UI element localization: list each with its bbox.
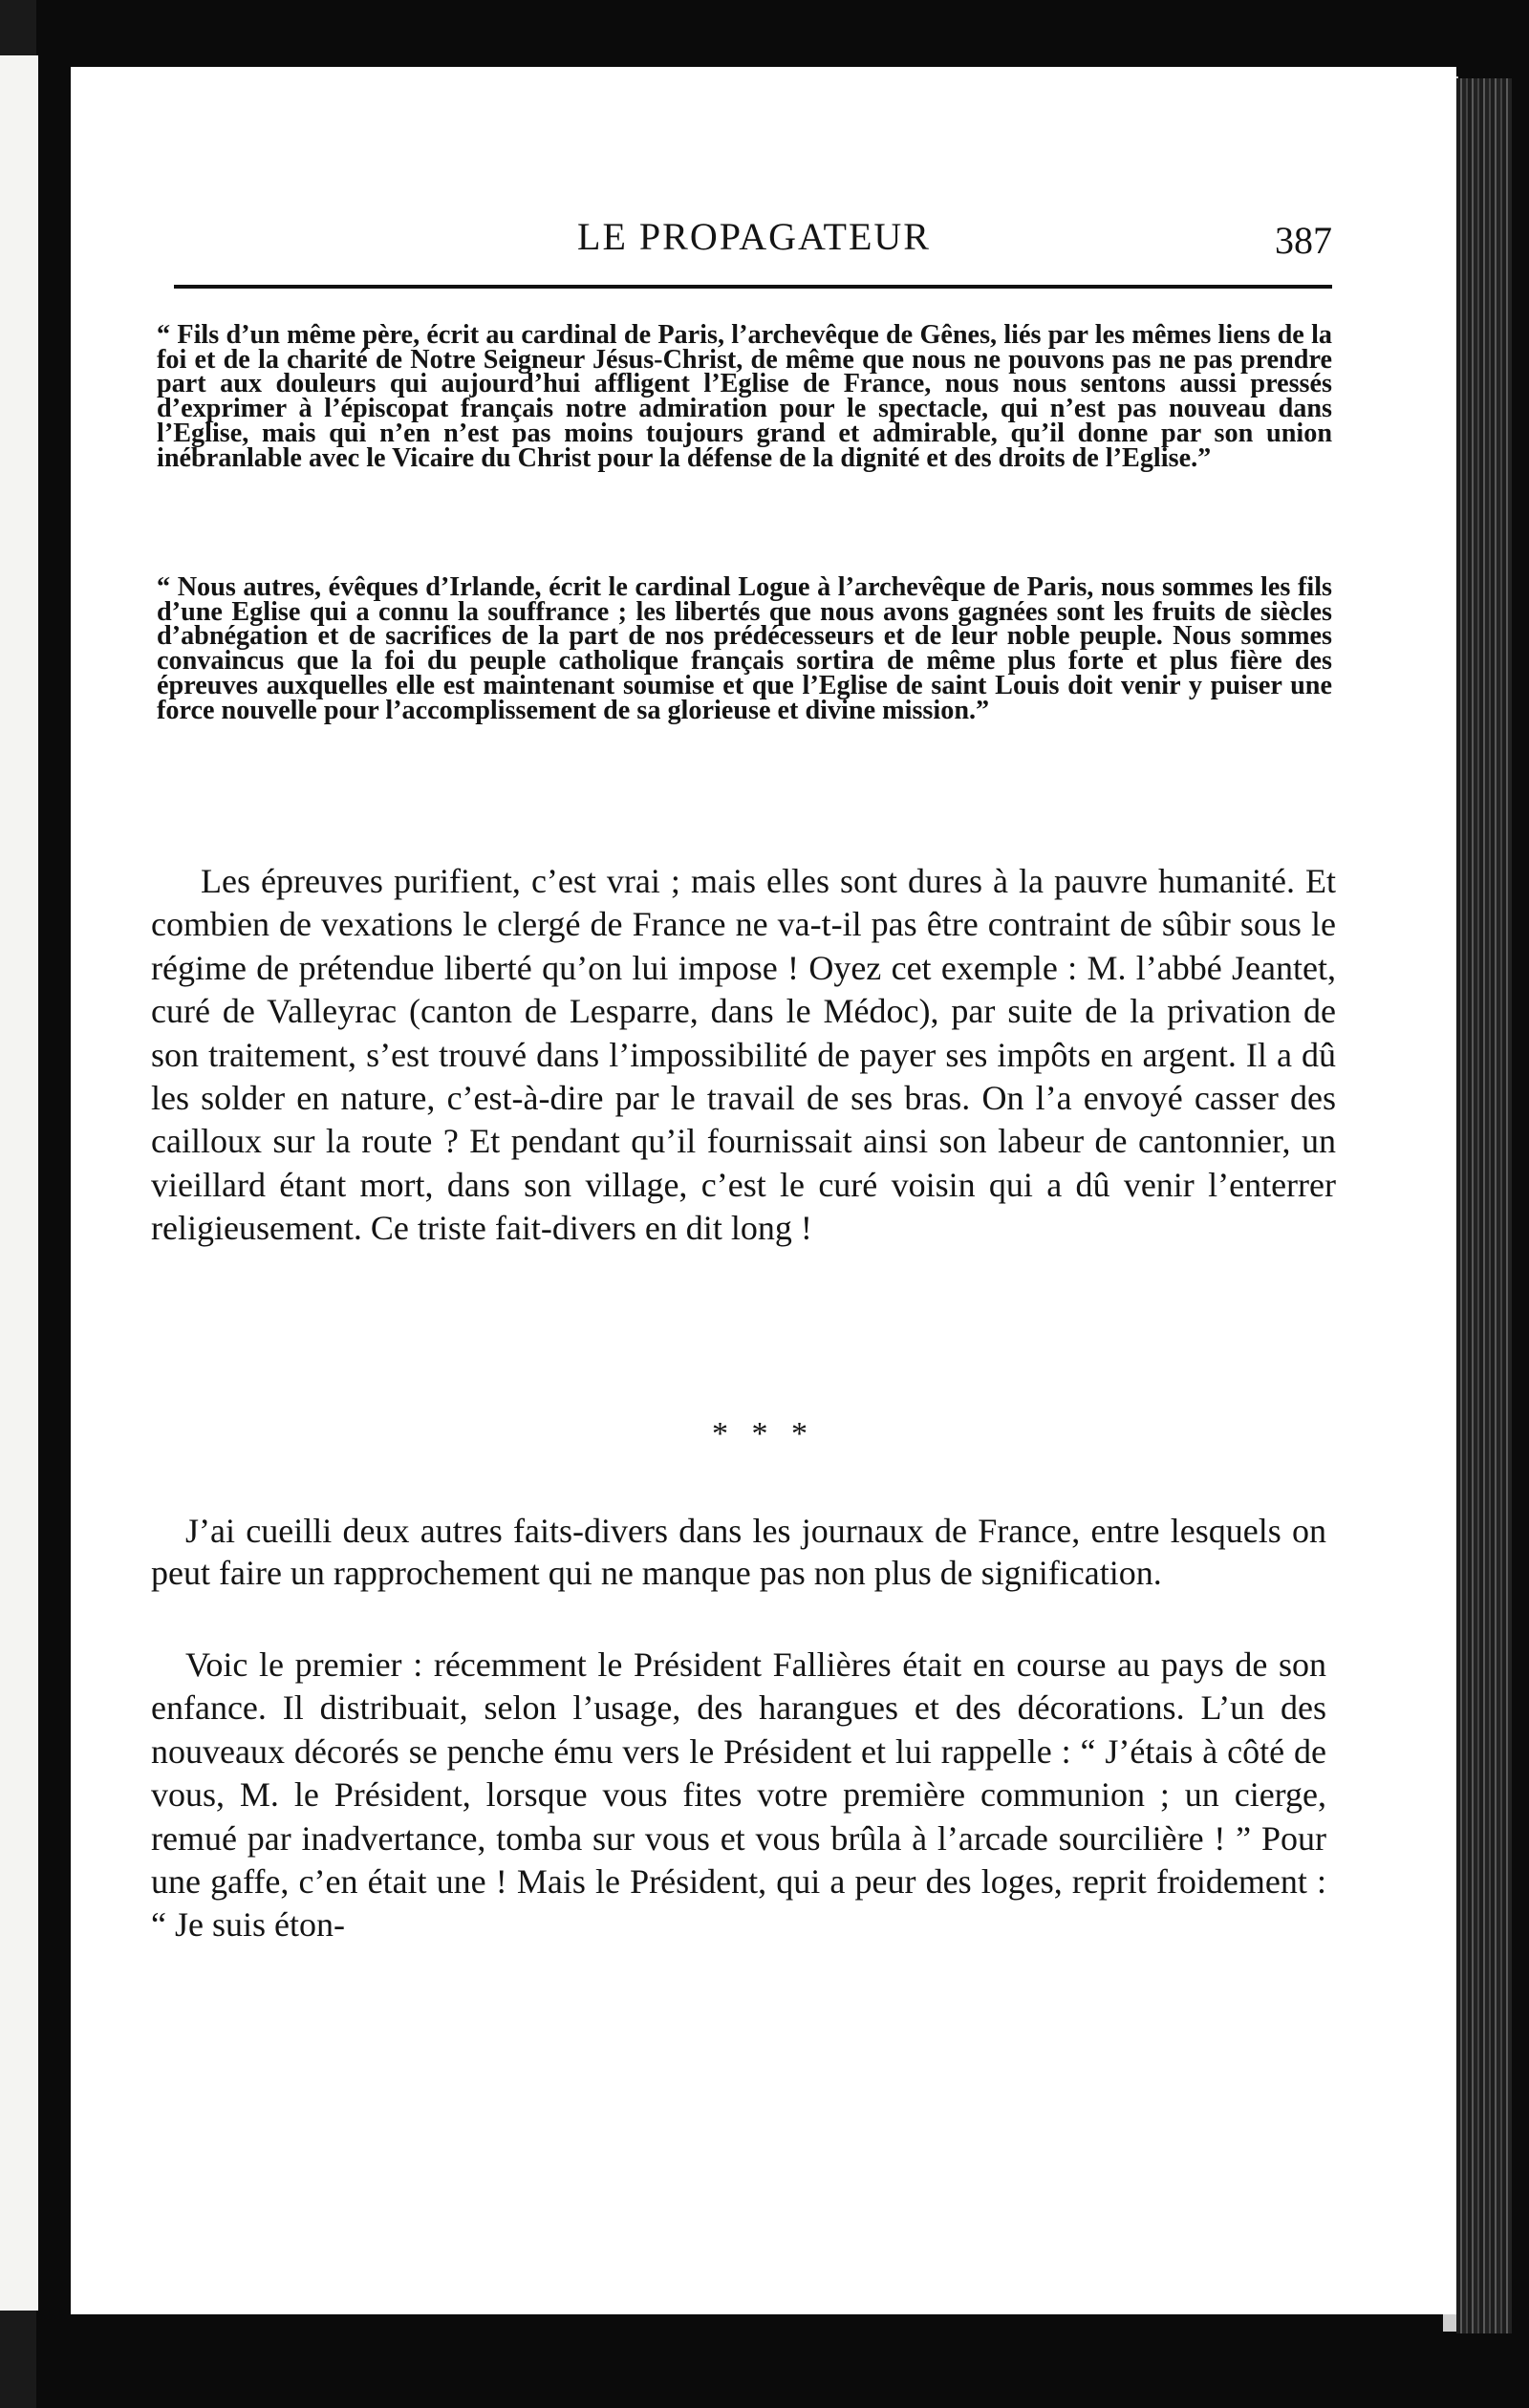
- paragraph-faits-divers: J’ai cueilli deux autres faits-divers dans les journaux de France, entre lesquels on peut faire un rapprochement qui ne manque pas non plus de signification.: [151, 1512, 1326, 1592]
- paragraph-epreuves: Les épreuves purifient, c’est vrai ; mais elles sont dures à la pauvre humanité. Et combien de vexations le clergé de France ne va-t-il pas être contraint de sûbir sous le régime de prétendue liberté qu’on lui impose ! Oyez cet exemple : M. l’abbé Jeantet, curé de Valleyrac (canton de Lesparre, dans le Médoc), par suite de la privation de son traitement, s’est trouvé dans l’impossibilité de payer ses impôts en argent. Il a dû les solder en nature, c’est-à-dire par le travail de ses bras. On l’a envoyé casser des cailloux sur la route ? Et pendant qu’il fournissait ainsi son labeur de cantonnier, un vieillard étant mort, dans son village, c’est le curé voisin qui a dû venir l’enterrer religieusement. Ce triste fait-divers en dit long !: [151, 862, 1336, 1248]
- running-title: LE PROPAGATEUR: [577, 215, 931, 258]
- paragraph-president: Voic le premier : récemment le Président Fallières était en course au pays de son enfance. Il distribuait, selon l’usage, des harangues et des décorations. L’un des nouveaux décorés se penche ému vers le Président et lui rappelle : “ J’étais à côté de vous, M. le Président, lorsque vous fites votre première communion ; un cierge, remué par inadvertance, tomba sur vous et vous brûla à l’arcade sourcilière ! ” Pour une gaffe, c’en était une ! Mais le Président, qui a peur des loges, reprit froidement : “ Je suis éton-: [151, 1645, 1326, 1945]
- book-page: [71, 67, 1456, 2314]
- page-header: [176, 210, 1332, 268]
- quote-irlande: “ Nous autres, évêques d’Irlande, écrit le cardinal Logue à l’archevêque de Paris, nous sommes les fils d’une Eglise qui a connu la souffrance ; les libertés que nous avons gagnées sont les fruits de siècles d’abnégation et de sacrifices de la part de nos prédécesseurs et de leur noble peuple. Nous sommes convaincus que la foi du peuple catholique français sortira de même plus forte et plus fière des épreuves auxquelles elle est maintenant soumise et que l’Eglise de saint Louis doit venir y puiser une force nouvelle pour l’accomplissement de sa glorieuse et divine mission.”: [157, 572, 1332, 725]
- facing-page-edge: [0, 55, 38, 2311]
- section-separator: * * *: [712, 1416, 815, 1451]
- header-rule: [174, 285, 1332, 289]
- quote-genes: “ Fils d’un même père, écrit au cardinal de Paris, l’archevêque de Gênes, liés par les mêmes liens de la foi et de la charité de Notre Seigneur Jésus-Christ, de même que nous ne pouvons pas ne pas prendre part aux douleurs qui aujourd’hui affligent l’Eglise de France, nous nous sentons aussi pressés d’exprimer à l’épiscopat français notre admiration pour le spectacle, qui n’est pas nouveau dans l’Eglise, mais qui n’en n’est pas moins toujours grand et admirable, qu’il donne par son union inébranlable avec le Vicaire du Christ pour la défense de la dignité et des droits de l’Eglise.”: [157, 320, 1332, 473]
- book-page-stack: [1456, 78, 1512, 2333]
- page-number: 387: [1275, 219, 1332, 262]
